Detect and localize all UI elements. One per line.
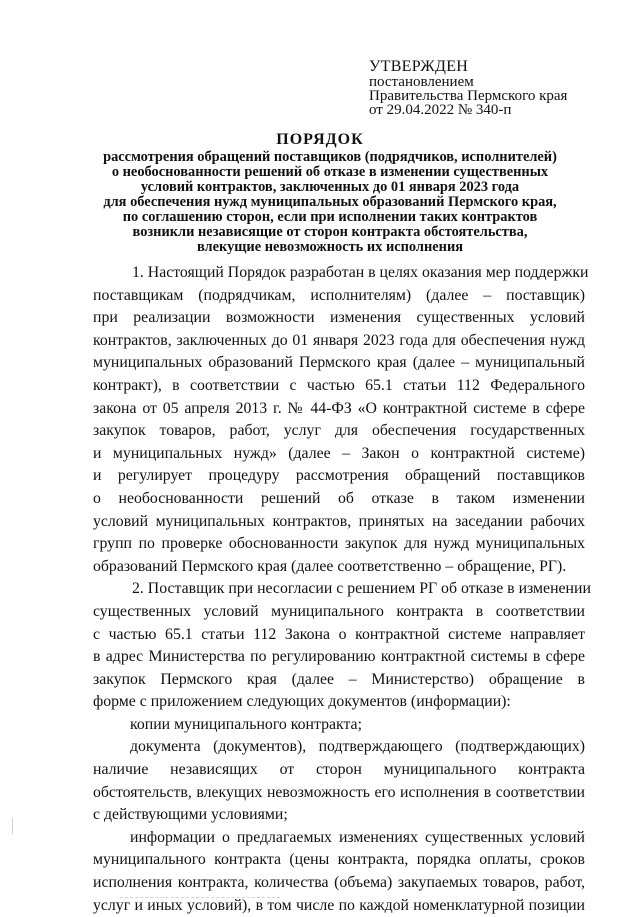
approval-heading: УТВЕРЖДЕН	[369, 58, 469, 75]
paragraph-1-line: закона от 05 апреля 2013 г. № 44-ФЗ «О контрактной системе в сфере	[93, 399, 585, 417]
document-body	[93, 262, 591, 917]
list-item-line: муниципального контракта (цены контракта, порядка оплаты, сроков	[93, 851, 585, 869]
paragraph-1-line: групп по проверке обоснованности закупок для нужд муниципальных	[93, 535, 585, 553]
scan-edge-mark	[12, 818, 13, 834]
list-item-line: услуг и иных условий), в том числе по каждой номенклатурной позиции	[93, 896, 585, 914]
paragraph-1-line: образований Пермского края (далее соответственно – обращение, РГ).	[93, 557, 567, 575]
document-subtitle	[80, 150, 580, 255]
list-item-line: информации о предлагаемых изменениях существенных условий	[130, 828, 585, 846]
approval-date-number: от 29.04.2022 № 340-п	[369, 102, 512, 118]
list-item-line: наличие независящих от сторон муниципального контракта	[93, 761, 585, 779]
approval-line: Правительства Пермского края	[369, 88, 568, 104]
list-item-line: документа (документов), подтверждающего (подтверждающих)	[130, 738, 585, 756]
paragraph-2-line: в адрес Министерства по регулированию контрактной системы в сфере	[93, 648, 585, 666]
list-item-line: обстоятельств, влекущих невозможность его исполнения в соответствии	[93, 783, 585, 801]
list-item-line: с действующими условиями;	[93, 806, 288, 824]
list-item-line: копии муниципального контракта;	[130, 715, 362, 733]
subtitle-line: условий контрактов, заключенных до 01 января 2023 года	[140, 179, 520, 195]
paragraph-1-line: 1. Настоящий Порядок разработан в целях оказания мер поддержки	[132, 264, 589, 281]
paragraph-1-line: муниципальных образований Пермского края (далее – муниципальный	[93, 354, 585, 372]
paragraph-1-line: при реализации возможности изменения существенных условий	[93, 309, 585, 327]
paragraph-2-line: закупок Пермского края (далее – Министерство) обращение в	[93, 670, 585, 688]
paragraph-2-line: форме с приложением следующих документов (информации):	[93, 693, 511, 711]
scan-bottom-mark	[120, 897, 280, 899]
paragraph-2-line: существенных условий муниципального контракта в соответствии	[93, 602, 585, 620]
paragraph-1-line: условий муниципальных контрактов, принятых на заседании рабочих	[93, 512, 585, 530]
paragraph-1-line: контракт), в соответствии с частью 65.1 статьи 112 Федерального	[93, 376, 585, 394]
paragraph-1-line: закупок товаров, работ, услуг для обеспечения государственных	[93, 422, 585, 440]
paragraph-2-line: с частью 65.1 статьи 112 Закона о контрактной системе направляет	[93, 625, 585, 643]
subtitle-line: влекущие невозможность их исполнения	[196, 239, 464, 255]
paragraph-1-line: поставщикам (подрядчикам, исполнителям) (далее – поставщик)	[93, 286, 585, 304]
paragraph-1-line: и регулирует процедуру рассмотрения обращений поставщиков	[93, 467, 585, 485]
list-item-line: исполнения контракта, количества (объема) закупаемых товаров, работ,	[93, 874, 585, 892]
approval-line: постановлением	[369, 74, 474, 90]
paragraph-1-line: и муниципальных нужд» (далее – Закон о контрактной системе)	[93, 444, 585, 462]
document-title: ПОРЯДОК	[276, 131, 364, 148]
subtitle-line: возникли независящие от сторон контракта обстоятельства,	[132, 224, 528, 240]
paragraph-1-line: контрактов, заключенных до 01 января 2023 года для обеспечения нужд	[93, 331, 585, 349]
paragraph-2-line: 2. Поставщик при несогласии с решением РГ об отказе в изменении	[132, 580, 591, 598]
approval-stamp	[369, 58, 567, 117]
paragraph-1-line: о необоснованности решений об отказе в таком изменении	[93, 489, 585, 507]
subtitle-line: о необоснованности решений об отказе в изменении существенных	[111, 164, 549, 180]
subtitle-line: по соглашению сторон, если при исполнении таких контрактов	[122, 209, 538, 225]
subtitle-line: для обеспечения нужд муниципальных образований Пермского края,	[103, 194, 557, 210]
subtitle-line: рассмотрения обращений поставщиков (подрядчиков, исполнителей)	[103, 149, 557, 165]
